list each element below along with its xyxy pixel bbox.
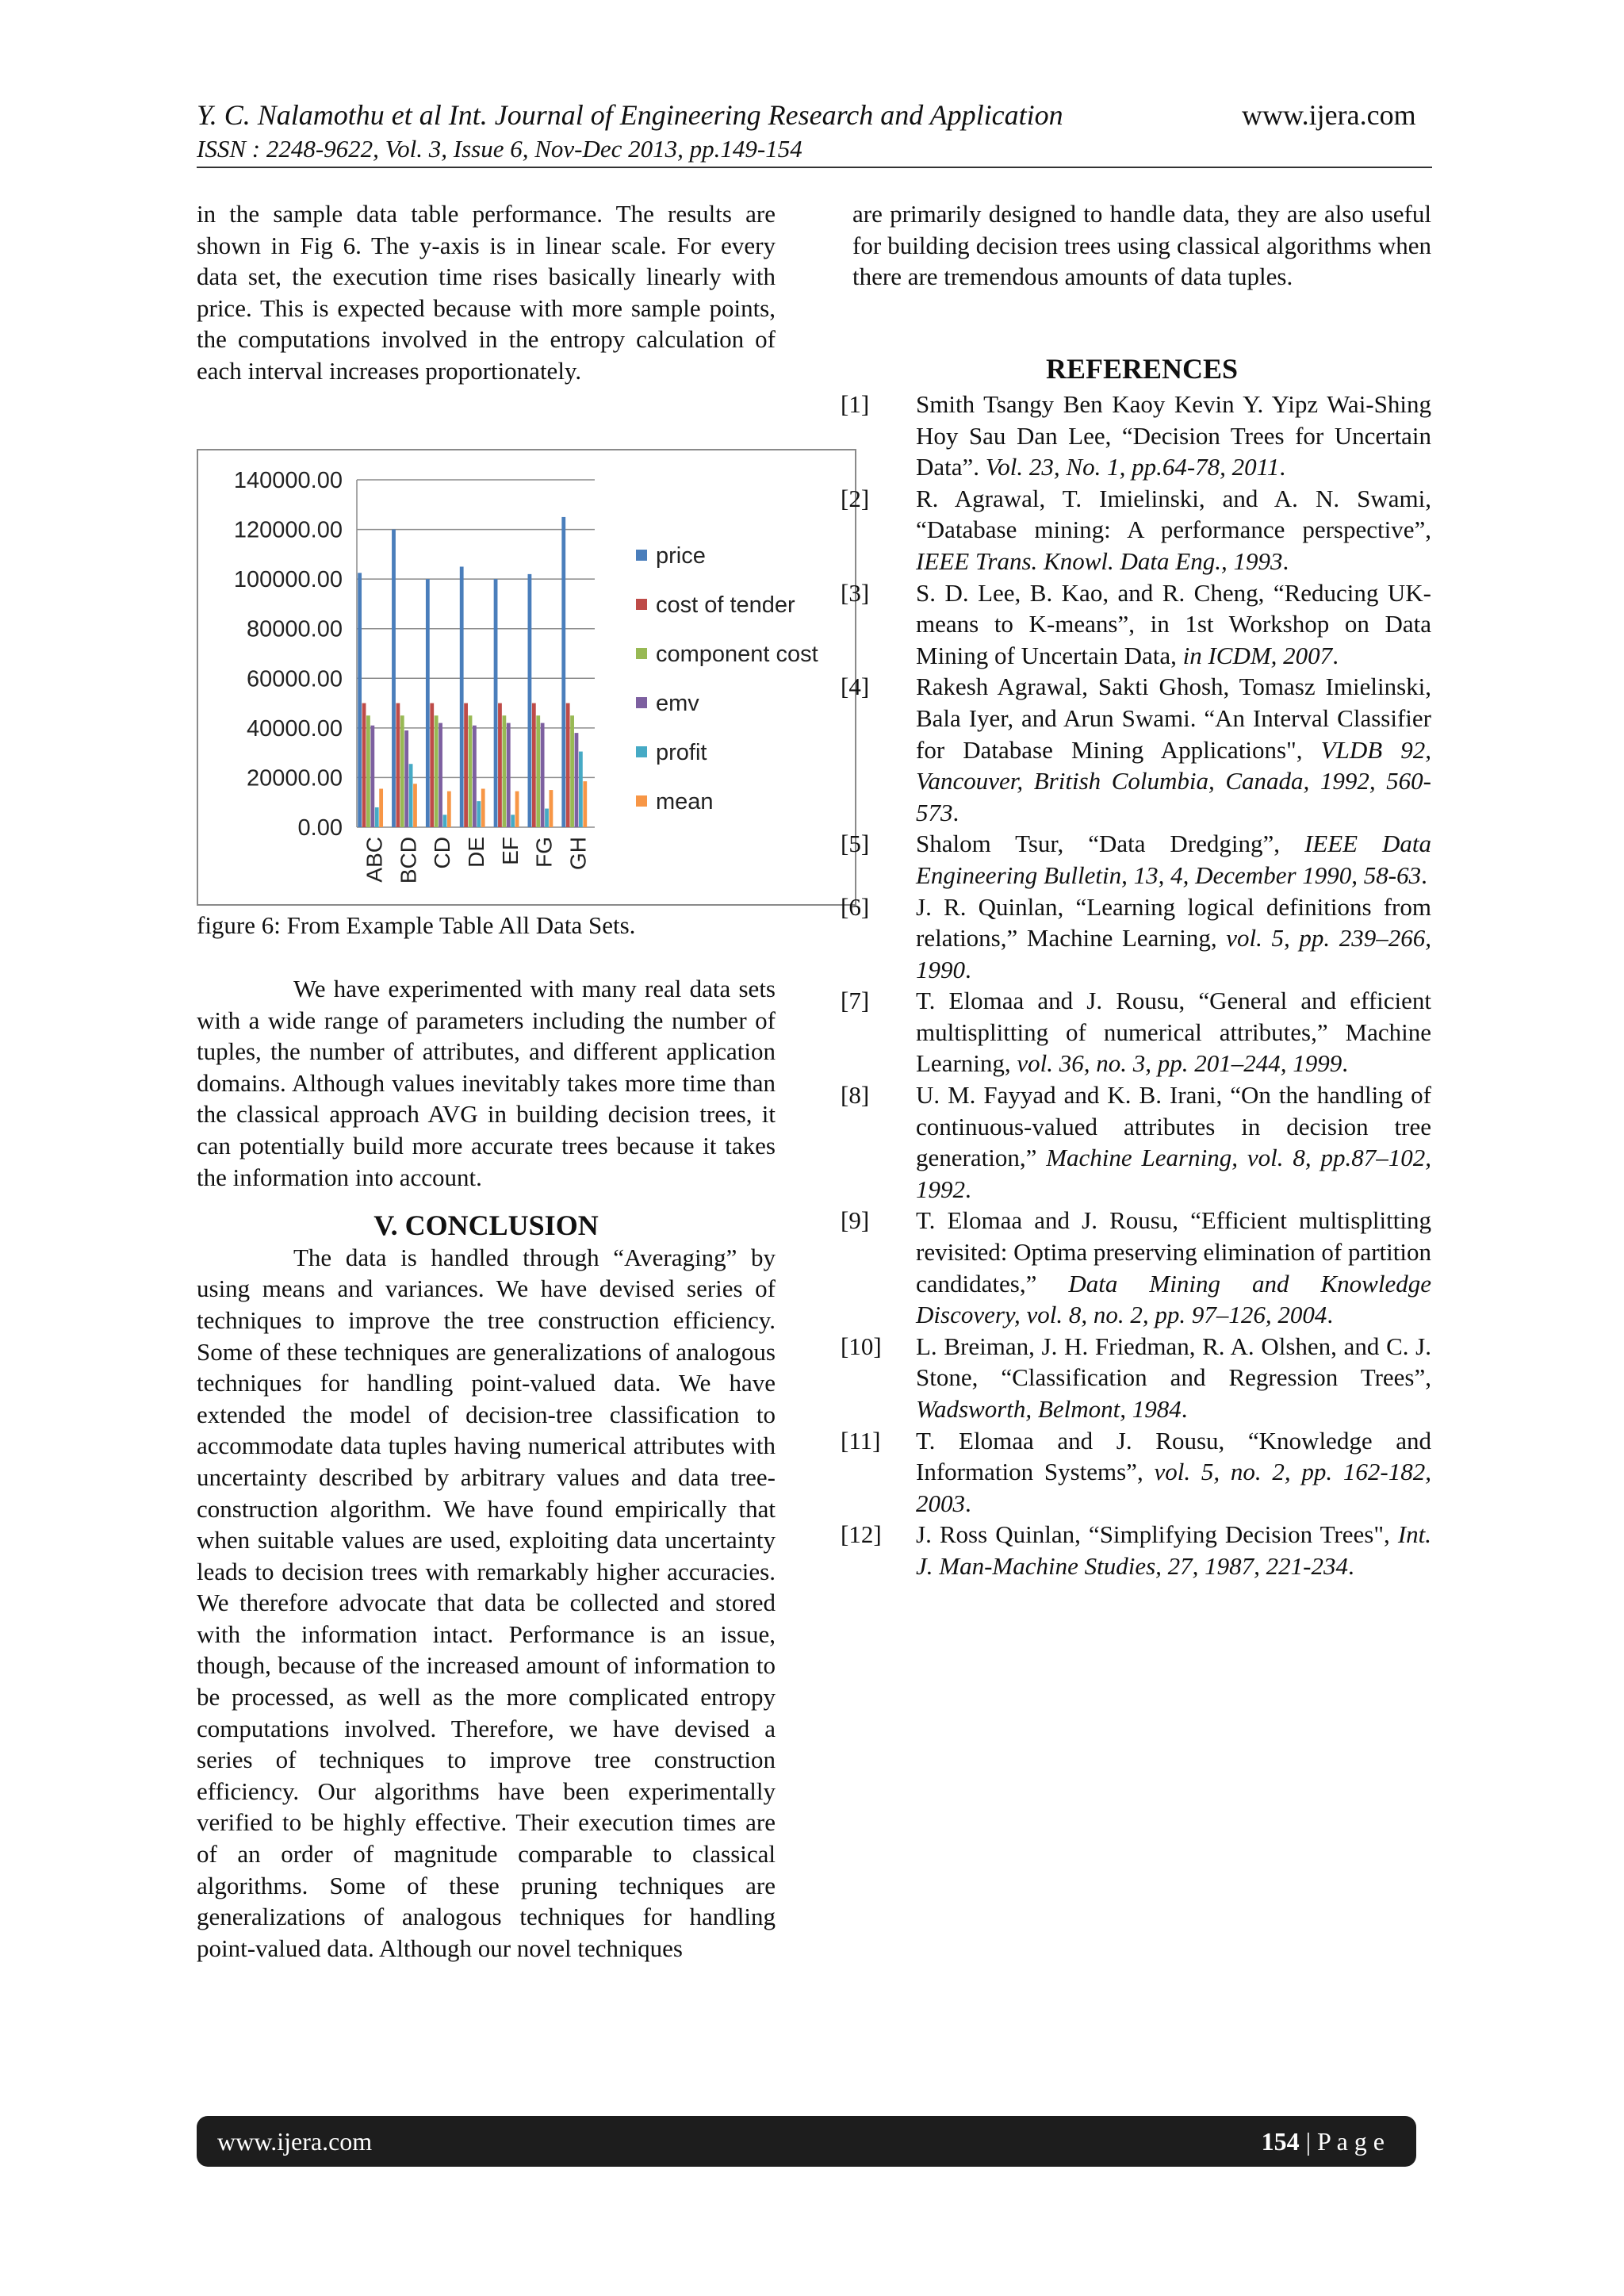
y-tick-label: 100000.00 [233, 567, 343, 593]
y-tick-label: 140000.00 [233, 468, 343, 493]
reference-item [841, 1519, 1431, 1581]
bar-cost-of-tender-DE [464, 703, 468, 827]
reference-number: [12] [841, 1520, 882, 1549]
y-tick-label: 0.00 [297, 815, 343, 841]
legend-swatch-cost-of-tender [636, 599, 647, 610]
bar-profit-EF [511, 815, 515, 827]
x-tick-label: DE [464, 837, 488, 868]
reference-end: . [965, 1489, 971, 1517]
reference-source: Wadsworth, Belmont, 1984 [916, 1395, 1182, 1423]
reference-source: Vol. 23, No. 1, pp.64-78, 2011 [985, 453, 1280, 481]
y-tick-label: 40000.00 [247, 715, 343, 742]
bar-component-cost-DE [469, 715, 473, 827]
header-rule [197, 167, 1432, 168]
reference-source: vol. 5, pp. 239–266, 1990 [916, 924, 1431, 983]
section-heading-references: REFERENCES [1045, 353, 1239, 385]
x-tick-label: BCD [396, 837, 421, 884]
reference-item [841, 1205, 1431, 1330]
reference-text: R. Agrawal, T. Imielinski, and A. N. Swami, “Database mining: A performance perspective”, [916, 484, 1431, 544]
bar-mean-CD [447, 792, 451, 827]
body-paragraph: We have experimented with many real data sets with a wide range of parameters including the number of tuples, the number of attributes, and different application domains. Although values inevitably takes more time than the classical approach AVG in building decision trees, it can potentially build more accurate trees because it takes the information into account. [197, 975, 776, 1191]
reference-number: [4] [841, 673, 870, 701]
reference-number: [11] [841, 1426, 881, 1455]
bar-cost-of-tender-GH [566, 703, 570, 827]
reference-item [841, 671, 1431, 828]
bar-cost-of-tender-EF [498, 703, 502, 827]
legend-label: mean [656, 789, 714, 815]
bar-profit-DE [477, 801, 481, 827]
page-label: | P a g e [1305, 2127, 1385, 2156]
legend-label: profit [656, 740, 707, 765]
bar-price-CD [426, 579, 430, 827]
bar-price-BCD [392, 530, 396, 827]
reference-source: vol. 5, no. 2, pp. 162-182, 2003 [916, 1458, 1431, 1517]
bar-mean-DE [481, 789, 485, 827]
bar-profit-GH [579, 752, 583, 827]
x-tick-label: GH [565, 837, 591, 870]
bar-component-cost-GH [570, 715, 574, 827]
reference-text: Smith Tsangy Ben Kaoy Kevin Y. Yipz Wai-Shing Hoy Sau Dan Lee, “Decision Trees for Uncertain Data”. [916, 390, 1431, 481]
body-paragraph: The data is handled through “Averaging” by using means and variances. We have devised series of techniques to improve the tree construction efficiency. Some of these techniques are generalizations of analogous techniques for handling point-valued data. We have extended the model of decision-tree classification to accommodate data tuples having numerical attributes with uncertainty described by arbitrary values and data tree-construction algorithm. We have found empirically that when suitable values are used, exploiting data uncertainty leads to decision trees with remarkably higher accuracies. We therefore advocate that data be collected and stored with the information intact. Performance is an issue, though, because of the increased amount of information to be processed, as well as the more complicated entropy computations involved. Therefore, we have devised a series of techniques to improve tree construction efficiency. Our algorithms have been experimentally verified to be highly effective. Their execution times are of an order of magnitude comparable to classical algorithms. Some of these pruning techniques are generalizations of analogous techniques for handling point-valued data. Although our novel techniques [197, 1243, 776, 1962]
bar-mean-BCD [413, 784, 417, 827]
bar-cost-of-tender-FG [532, 703, 536, 827]
reference-item [841, 389, 1431, 483]
reference-text: Rakesh Agrawal, Sakti Ghosh, Tomasz Imielinski, Bala Iyer, and Arun Swami. “An Interval Classifier for Database Mining Applications", [916, 673, 1431, 764]
reference-number: [7] [841, 987, 870, 1015]
legend-swatch-emv [636, 697, 647, 708]
bar-mean-GH [583, 781, 587, 827]
reference-text: S. D. Lee, B. Kao, and R. Cheng, “Reducing UK-means to K-means”, in 1st Workshop on Data Mining of Uncertain Data, [916, 578, 1431, 669]
reference-item [841, 985, 1431, 1079]
bar-component-cost-CD [435, 715, 439, 827]
bar-component-cost-ABC [366, 715, 370, 827]
running-header-url[interactable]: www.ijera.com [1242, 99, 1416, 131]
reference-source: Data Mining and Knowledge Discovery, vol. 8, no. 2, pp. 97–126, 2004 [916, 1269, 1431, 1329]
bar-profit-CD [443, 815, 447, 827]
reference-number: [10] [841, 1332, 882, 1360]
reference-end: . [965, 955, 971, 983]
legend-swatch-price [636, 550, 647, 561]
reference-text: J. Ross Quinlan, “Simplifying Decision Trees", [916, 1520, 1398, 1549]
running-header-title: Y. C. Nalamothu et al Int. Journal of Engineering Research and Application [197, 99, 1063, 131]
x-tick-label: FG [531, 837, 557, 868]
bar-profit-BCD [409, 764, 413, 827]
bar-profit-FG [545, 809, 549, 827]
bar-emv-DE [473, 726, 477, 827]
reference-number: [5] [841, 830, 870, 858]
bar-price-GH [561, 517, 565, 827]
reference-number: [8] [841, 1081, 870, 1110]
legend-label: emv [656, 691, 699, 716]
x-tick-label: CD [430, 837, 455, 869]
reference-source: vol. 36, no. 3, pp. 201–244, 1999 [1017, 1049, 1342, 1078]
reference-number: [1] [841, 390, 870, 418]
reference-text: T. Elomaa and J. Rousu, “General and efficient multisplitting of numerical attributes,” Machine Learning, [916, 987, 1431, 1078]
y-tick-label: 80000.00 [247, 616, 343, 642]
section-heading-conclusion: V. CONCLUSION [373, 1209, 599, 1242]
legend-swatch-profit [636, 746, 647, 757]
bar-emv-GH [575, 733, 579, 827]
y-tick-label: 120000.00 [233, 517, 343, 543]
bar-chart-svg [198, 450, 855, 904]
figure-6-chart [197, 449, 856, 906]
reference-text: T. Elomaa and J. Rousu, “Knowledge and Information Systems”, [916, 1426, 1431, 1486]
reference-item [841, 891, 1431, 986]
legend-swatch-component-cost [636, 648, 647, 659]
bar-emv-EF [507, 723, 511, 827]
reference-source: IEEE Data Engineering Bulletin, 13, 4, December 1990, 58-63 [916, 830, 1432, 889]
reference-source: VLDB 92, Vancouver, British Columbia, Canada, 1992, 560-573 [916, 735, 1432, 826]
x-tick-label: ABC [362, 837, 387, 883]
running-header-issn: ISSN : 2248-9622, Vol. 3, Issue 6, Nov-Dec 2013, pp.149-154 [197, 135, 802, 163]
reference-item [841, 828, 1431, 891]
reference-item [841, 483, 1431, 577]
bar-mean-FG [550, 790, 553, 827]
bar-mean-EF [515, 792, 519, 827]
bar-component-cost-EF [502, 715, 506, 827]
reference-end: . [1421, 861, 1427, 889]
reference-end: . [1181, 1395, 1188, 1423]
reference-text: J. R. Quinlan, “Learning logical definitions from relations,” Machine Learning, [916, 892, 1431, 953]
reference-end: . [965, 1175, 971, 1203]
footer-url[interactable]: www.ijera.com [217, 2127, 373, 2156]
bar-cost-of-tender-BCD [396, 703, 400, 827]
reference-item [841, 1425, 1431, 1520]
reference-source: Machine Learning, vol. 8, pp.87–102, 1992 [916, 1144, 1431, 1203]
page-number: 154 [1261, 2127, 1300, 2156]
left-column-bottom [197, 973, 776, 1964]
references-heading-wrap [852, 354, 1431, 385]
y-tick-label: 60000.00 [247, 666, 343, 692]
reference-number: [2] [841, 484, 870, 512]
reference-item [841, 1331, 1431, 1425]
reference-end: . [1342, 1049, 1349, 1078]
reference-text: U. M. Fayyad and K. B. Irani, “On the handling of continuous-valued attributes in decision tree generation,” [916, 1081, 1431, 1172]
bar-price-EF [494, 579, 498, 827]
reference-item [841, 1079, 1431, 1205]
references-list [841, 389, 1431, 1582]
reference-number: [3] [841, 578, 870, 607]
reference-end: . [1279, 453, 1286, 481]
reference-end: . [952, 798, 959, 826]
reference-text: T. Elomaa and J. Rousu, “Efficient multisplitting revisited: Optima preserving elimination of partition candidates,” [916, 1206, 1431, 1297]
reference-end: . [1332, 641, 1339, 669]
bar-emv-BCD [404, 730, 408, 827]
bar-emv-FG [541, 723, 545, 827]
reference-text: Shalom Tsur, “Data Dredging”, [916, 830, 1304, 858]
bar-price-FG [528, 574, 532, 827]
bar-cost-of-tender-CD [430, 703, 434, 827]
page-footer [197, 2116, 1416, 2167]
body-paragraph: in the sample data table performance. The results are shown in Fig 6. The y-axis is in linear scale. For every data set, the execution time rises basically linearly with price. This is expected because with more sample points, the computations involved in the entropy calculation of each interval increases proportionately. [197, 200, 776, 385]
reference-item [841, 577, 1431, 672]
legend-label: component cost [656, 642, 818, 667]
bar-component-cost-BCD [400, 715, 404, 827]
legend-label: cost of tender [656, 592, 795, 618]
left-column-top [197, 198, 776, 387]
bar-emv-ABC [370, 726, 374, 827]
reference-source: in ICDM, 2007 [1182, 641, 1333, 669]
bar-component-cost-FG [536, 715, 540, 827]
bar-emv-CD [439, 723, 442, 827]
bar-mean-ABC [379, 789, 383, 827]
reference-source: Int. J. Man-Machine Studies, 27, 1987, 221-234 [916, 1520, 1431, 1580]
x-tick-label: EF [497, 837, 523, 865]
body-paragraph: are primarily designed to handle data, they are also useful for building decision trees using classical algorithms when there are tremendous amounts of data tuples. [852, 200, 1431, 291]
reference-number: [9] [841, 1206, 870, 1235]
figure-caption: figure 6: From Example Table All Data Sets. [197, 911, 636, 939]
reference-text: L. Breiman, J. H. Friedman, R. A. Olshen, and C. J. Stone, “Classification and Regression Trees”, [916, 1332, 1431, 1392]
y-tick-label: 20000.00 [247, 765, 343, 792]
bar-price-ABC [358, 573, 362, 827]
reference-source: IEEE Trans. Knowl. Data Eng., 1993 [916, 546, 1283, 575]
reference-end: . [1282, 546, 1289, 575]
reference-end: . [1347, 1551, 1354, 1580]
legend-label: price [656, 543, 706, 569]
reference-number: [6] [841, 892, 870, 921]
footer-page-number [1262, 2127, 1385, 2156]
right-column-top [852, 198, 1431, 293]
reference-end: . [1327, 1301, 1334, 1329]
legend-swatch-mean [636, 795, 647, 807]
bar-cost-of-tender-ABC [362, 703, 366, 827]
bar-price-DE [460, 567, 464, 828]
bar-profit-ABC [375, 807, 379, 827]
